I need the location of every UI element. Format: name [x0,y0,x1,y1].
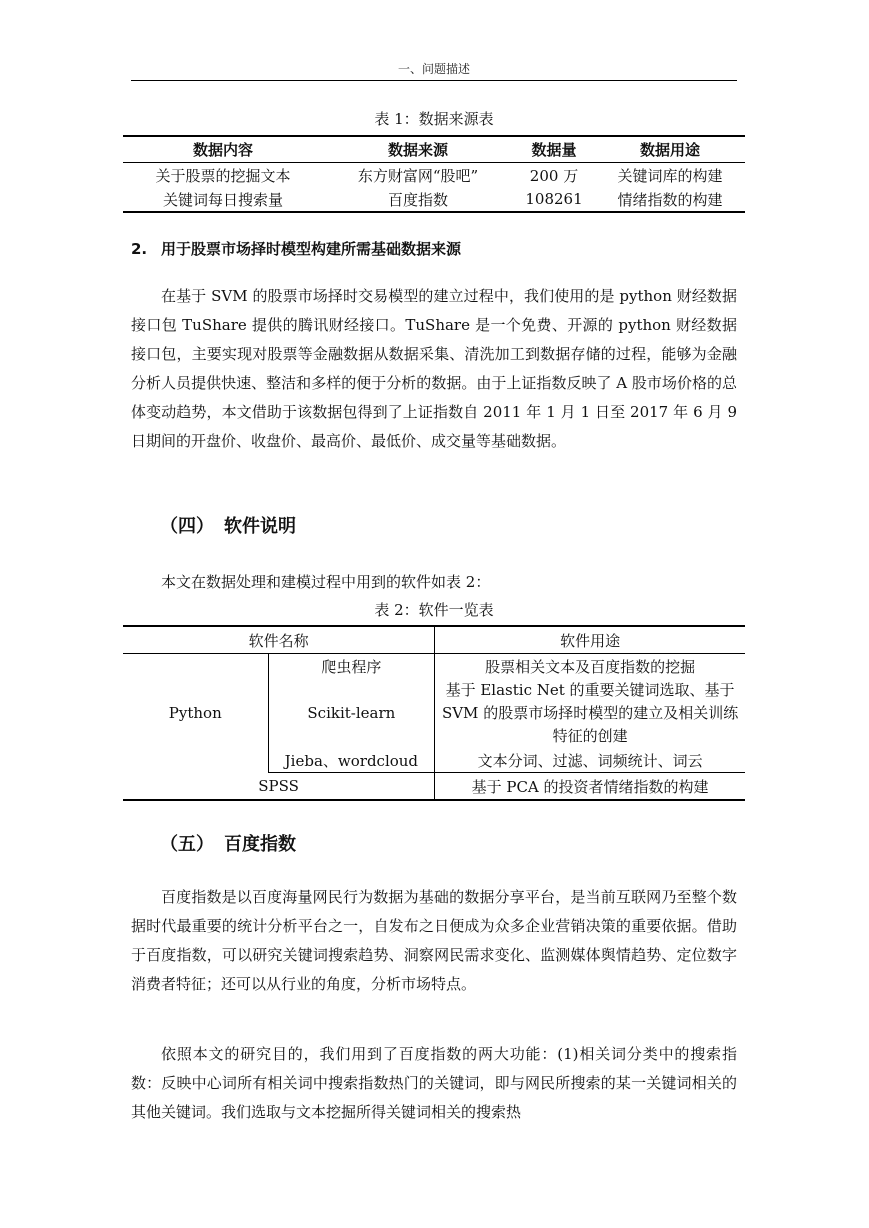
data-source-table [123,135,745,213]
table-cell: 东方财富网“股吧” [357,166,479,185]
section-label: （四） [160,516,214,537]
table-cell: 关键词库的构建 [617,166,723,185]
table-cell: 文本分词、过滤、词频统计、词云 [435,748,745,773]
table2-caption: 表 2：软件一览表 [374,601,494,619]
table-cell: 关键词每日搜索量 [162,190,283,209]
page-header: 一、问题描述 [397,62,470,76]
table1-caption: 表 1：数据来源表 [374,110,494,128]
table-cell: 爬虫程序 [268,654,435,679]
table2-intro: 本文在数据处理和建模过程中用到的软件如表 2： [161,573,491,591]
section-title: 用于股票市场择时模型构建所需基础数据来源 [161,240,462,258]
table-row [123,187,745,212]
table-header-row [123,626,745,654]
section-heading-2 [131,238,461,259]
table-header-cell: 软件用途 [435,626,745,654]
table-cell: 基于 PCA 的投资者情绪指数的构建 [471,777,709,796]
section-heading-4 [160,512,296,538]
section-title: 软件说明 [224,516,296,537]
section-heading-5 [160,830,296,856]
table-cell: 关于股票的挖掘文本 [155,166,291,185]
table-cell: Jieba、wordcloud [268,748,435,773]
table-cell: 百度指数 [387,190,448,209]
table-row [123,654,745,679]
body-paragraph: 百度指数是以百度海量网民行为数据为基础的数据分享平台，是当前互联网乃至整个数据时代最重要的统计分析平台之一，自发布之日便成为众多企业营销决策的重要依据。借助于百度指数，可以研究关键词搜索趋势、洞察网民需求变化、监测媒体舆情趋势、定位数字消费者特征；还可以从行业的角度，分析市场特点。 [131,888,737,993]
body-paragraph: 依照本文的研究目的，我们用到了百度指数的两大功能：(1)相关词分类中的搜索指数：反映中心词所有相关词中搜索指数热门的关键词，即与网民所搜索的某一关键词相关的其他关键词。我们选取与文本挖掘所得关键词相关的搜索热 [131,1045,737,1121]
table-cell: 108261 [525,190,583,208]
table-cell: 情绪指数的构建 [617,190,723,209]
header-rule [131,80,737,81]
table-header-row [123,136,745,163]
table-header-cell: 数据用途 [595,136,745,163]
body-paragraph: 在基于 SVM 的股票市场择时交易模型的建立过程中，我们使用的是 python 财经数据接口包 TuShare 提供的腾讯财经接口。TuShare 是一个免费、开源的 python 财经数据接口包，主要实现对股票等金融数据从数据采集、清洗加工到数据存储的过程，能够为金融分析人员提供快速、整洁和多样的便于分析的数据。由于上证指数反映了 A 股市场价格的总体变动趋势，本文借助于该数据包得到了上证指数自 2011 年 1 月 1 日至 2017 年 6 月 9 日期间的开盘价、收盘价、最高价、最低价、成交量等基础数据。 [131,287,737,450]
section-title: 百度指数 [224,834,296,855]
table-header-cell: 数据内容 [123,136,323,163]
table-cell: 股票相关文本及百度指数的挖掘 [485,657,696,676]
table-header-cell: 数据来源 [323,136,513,163]
table-cell: 基于 Elastic Net 的重要关键词选取、基于 SVM 的股票市场择时模型的建立及相关训练特征的创建 [441,680,739,745]
table-cell: 200 万 [529,166,579,185]
table-group-cell: Python [123,654,268,773]
section-label: （五） [160,834,214,855]
table-row [123,163,745,188]
table-header-cell: 软件名称 [123,626,435,654]
table-cell: SPSS [123,773,435,801]
software-table [123,625,745,801]
table-row [123,773,745,801]
table-cell: Scikit-learn [268,678,435,748]
table-header-cell: 数据量 [513,136,595,163]
section-number: 2. [131,240,148,258]
